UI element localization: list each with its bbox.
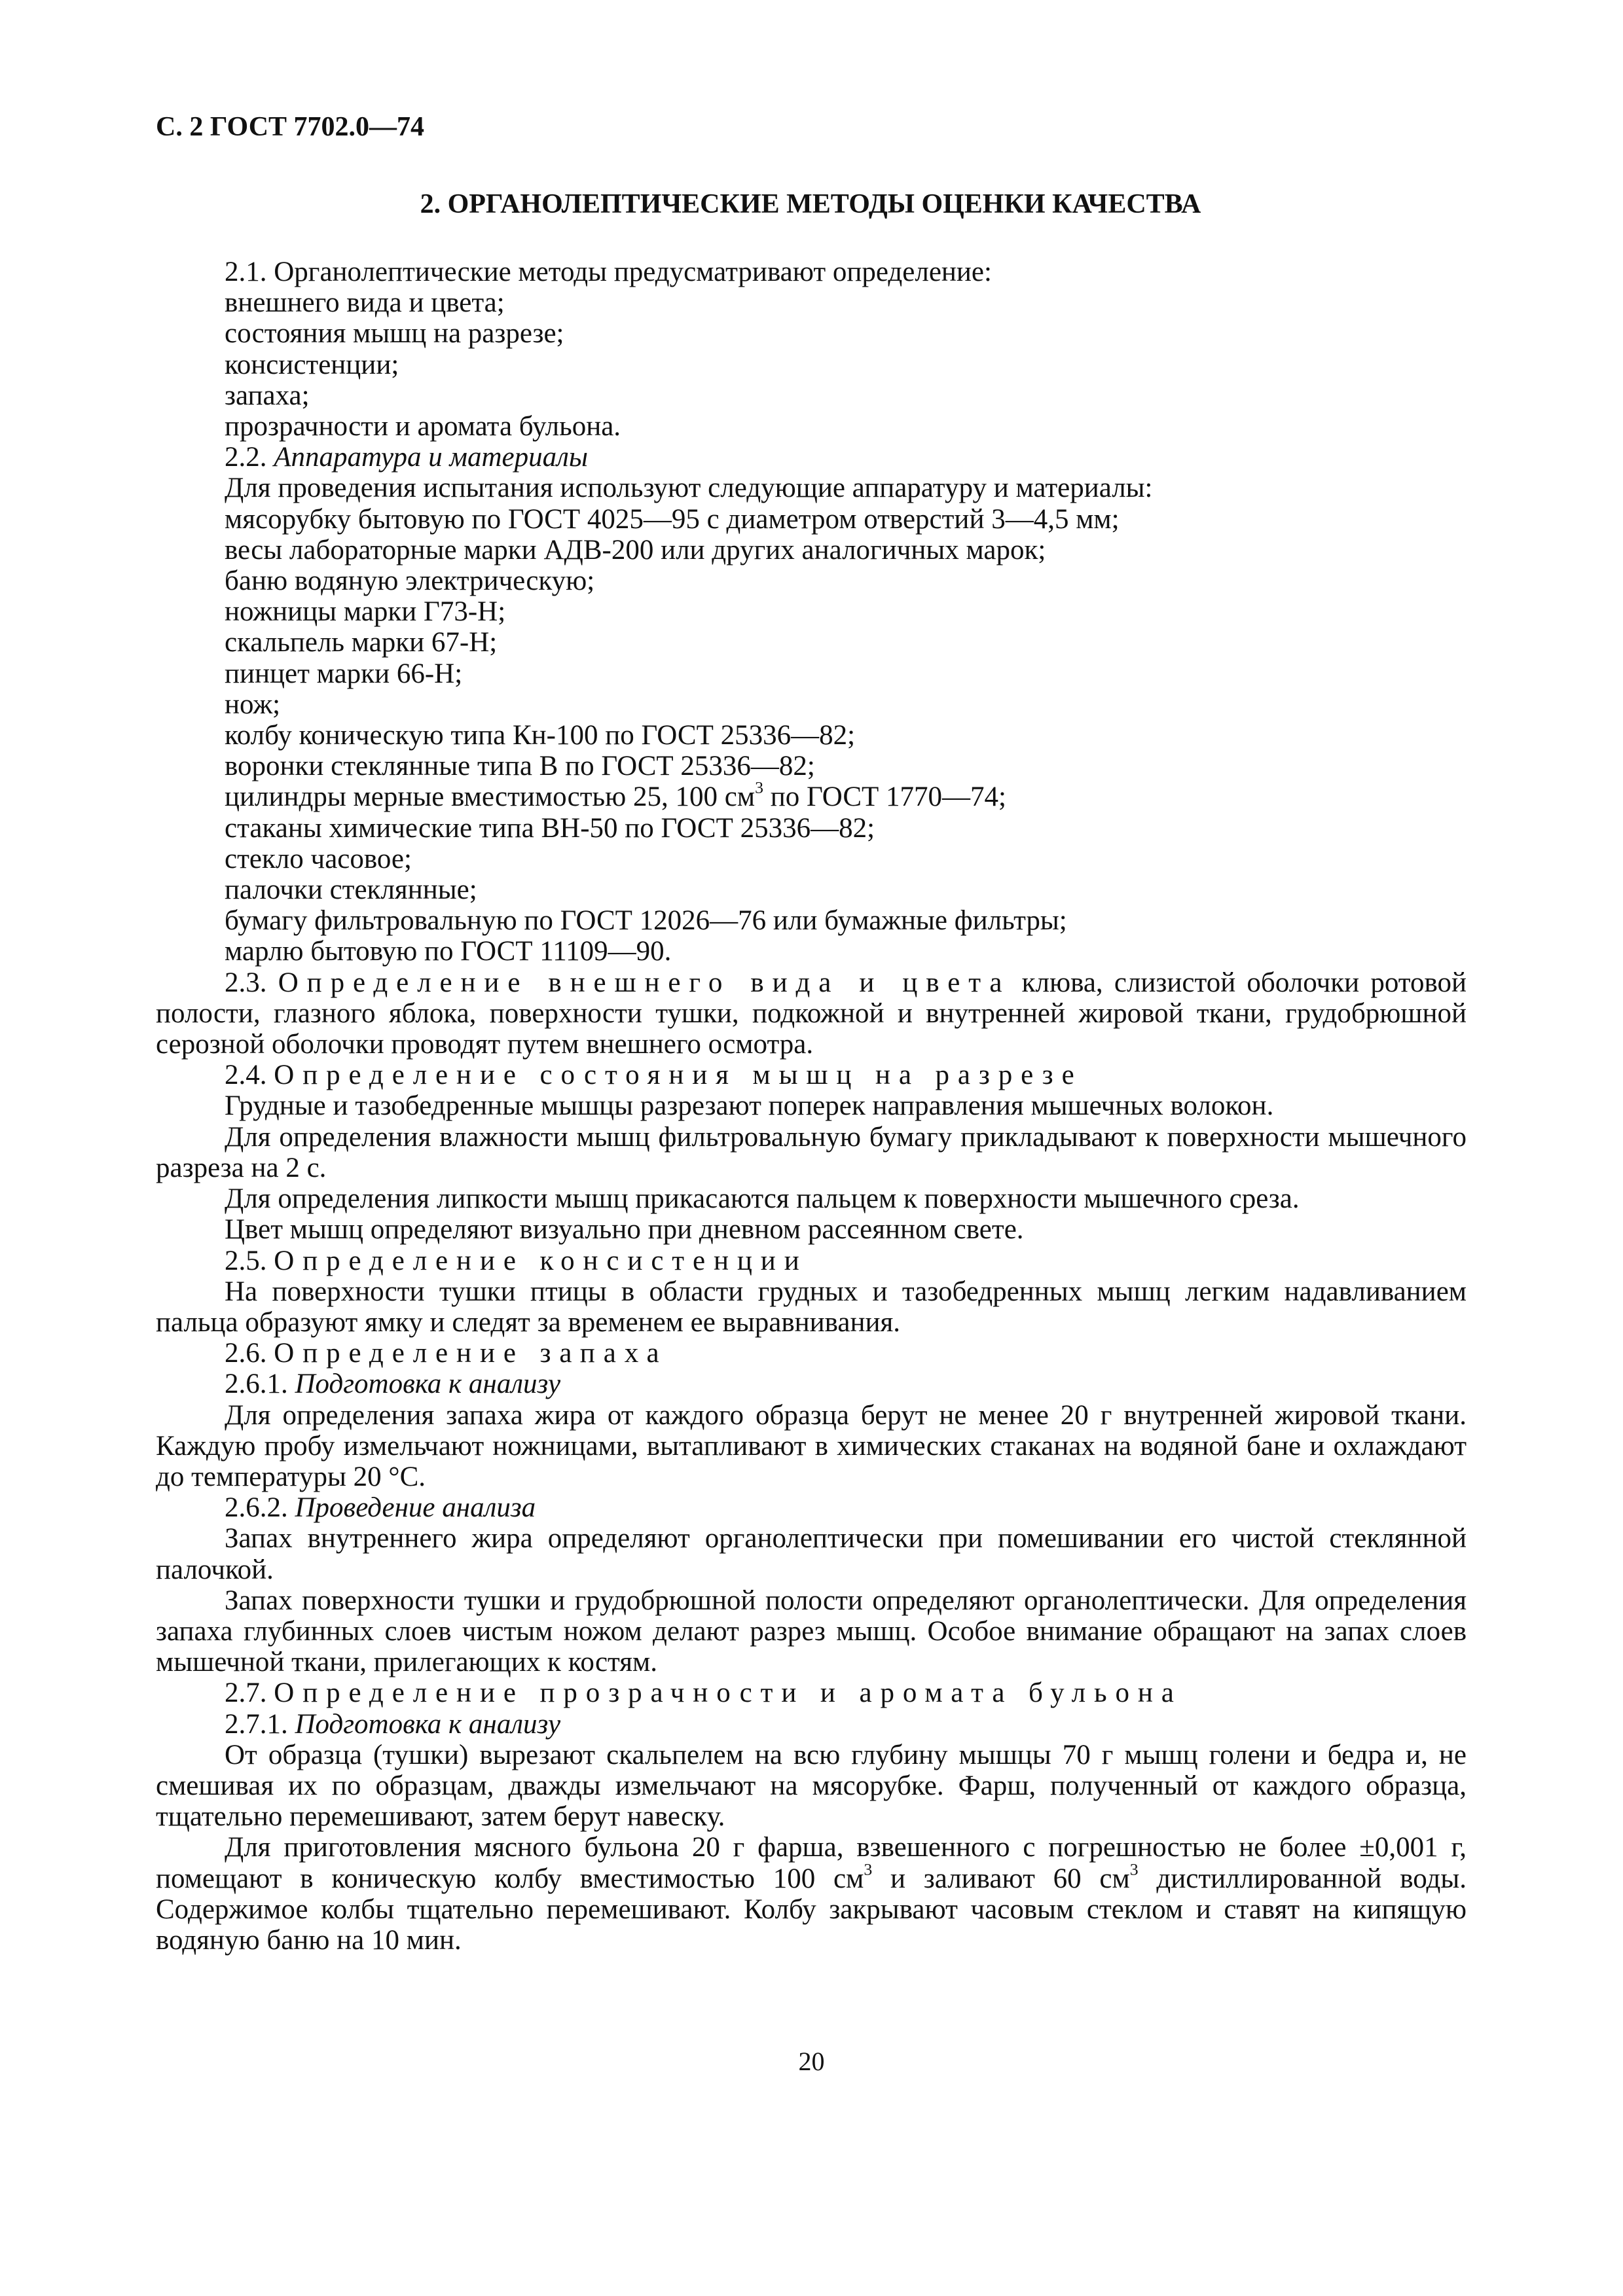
paragraph-2-4-heading [156,1060,1467,1090]
paragraph: Запах внутреннего жира определяют органолептически при помешивании его чистой стеклянной палочкой. [156,1523,1467,1585]
paragraph-2-5-heading [156,1246,1467,1276]
list-item: запаха; [225,380,310,411]
paragraph: На поверхности тушки птицы в области грудных и тазобедренных мышц легким надавливанием пальца образуют ямку и следят за временем ее выравнивания. [156,1276,1467,1338]
clause-title: Подготовка к анализу [295,1708,561,1740]
paragraph-2-1: 2.1. Органолептические методы предусматривают определение: [225,257,992,287]
list-item: воронки стеклянные типа В по ГОСТ 25336—82; [225,751,815,782]
list-item: мясорубку бытовую по ГОСТ 4025—95 с диаметром отверстий 3—4,5 мм; [225,503,1120,535]
list-item: палочки стеклянные; [225,874,477,906]
clause-title: Определение состояния мышц на разрезе [274,1060,1083,1091]
clause-number: 2.7. [225,1677,267,1709]
list-item: состояния мышц на разрезе; [225,318,564,350]
paragraph: Для определения липкости мышц прикасаются пальцем к поверхности мышечного среза. [225,1183,1300,1215]
list-item: марлю бытовую по ГОСТ 11109—90. [225,936,672,967]
clause-title: Определение запаха [274,1338,668,1369]
list-item: колбу коническую типа Кн-100 по ГОСТ 25336—82; [225,720,856,751]
paragraph-2-2-heading [156,442,1467,473]
list-item: баню водяную электрическую; [225,565,595,597]
clause-title: Определение прозрачности и аромата бульона [274,1677,1182,1709]
subclause-2-6-2-heading [156,1492,1467,1523]
clause-title: Проведение анализа [295,1492,536,1524]
paragraph: Для определения запаха жира от каждого образца берут не менее 20 г внутренней жировой ткани. Каждую пробу измельчают ножницами, вытапливают в химических стаканах на водяной бане и охлаждают до температуры 20 °С. [156,1399,1467,1492]
document-reference: С. 2 ГОСТ 7702.0—74 [156,112,425,142]
clause-title: Определение консистенции [274,1245,808,1276]
list-item: прозрачности и аромата бульона. [225,411,621,442]
list-item: консистенции; [225,349,399,380]
section-title: 2. ОРГАНОЛЕПТИЧЕСКИЕ МЕТОДЫ ОЦЕНКИ КАЧЕСТВА [420,189,1201,219]
clause-number: 2.6. [225,1338,267,1369]
list-item: ножницы марки Г73-Н; [225,596,506,628]
list-item: стаканы химические типа ВН-50 по ГОСТ 25336—82; [225,812,875,844]
clause-title: Определение внешнего вида и цвета [278,967,1011,998]
list-item: нож; [225,689,281,720]
paragraph-2-7-heading [156,1677,1467,1708]
clause-title: Аппаратура и материалы [274,442,588,473]
paragraph: Цвет мышц определяют визуально при дневном рассеянном свете. [225,1214,1024,1246]
list-item: внешнего вида и цвета; [225,287,505,319]
paragraph: Запах поверхности тушки и грудобрюшной полости определяют органолептически. Для определения запаха глубинных слоев чистым ножом делают разрез мышц. Особое внимание обращают на запах слоев мышечной ткани, прилегающих к костям. [156,1585,1467,1678]
clause-number: 2.7.1. [225,1708,288,1740]
clause-number: 2.6.2. [225,1492,288,1524]
clause-number: 2.4. [225,1060,267,1091]
list-item: стекло часовое; [225,843,412,874]
list-item: весы лабораторные марки АДВ-200 или других аналогичных марок; [225,534,1046,565]
page-number: 20 [798,2047,825,2076]
list-item: бумагу фильтровальную по ГОСТ 12026—76 или бумажные фильтры; [225,905,1067,937]
paragraph-2-6-heading [156,1338,1467,1369]
subclause-2-6-1-heading [156,1369,1467,1399]
clause-number: 2.5. [225,1245,267,1276]
list-item: цилиндры мерные вместимостью 25, 100 $см^3$ по ГОСТ 1770—74; [225,778,1007,813]
list-item: пинцет марки 66-Н; [225,658,463,689]
subclause-2-7-1-heading [156,1709,1467,1740]
clause-title: Подготовка к анализу [295,1369,561,1400]
clause-number: 2.6.1. [225,1369,288,1400]
list-item: скальпель марки 67-Н; [225,627,498,658]
clause-number: 2.3. [225,967,267,998]
paragraph: Грудные и тазобедренные мышцы разрезают поперек направления мышечных волокон. [225,1090,1274,1122]
paragraph: От образца (тушки) вырезают скальпелем на всю глубину мышцы 70 г мышц голени и бедра и, не смешивая их по образцам, дважды измельчают на мясорубке. Фарш, полученный от каждого образца, тщательно перемешивают, затем берут навеску. [156,1739,1467,1833]
paragraph-2-2-intro: Для проведения испытания используют следующие аппаратуру и материалы: [225,473,1153,504]
paragraph-2-3: 2.3. Определение внешнего вида и цвета клюва, слизистой оболочки ротовой полости, глазного яблока, поверхности тушки, подкожной и внутренней жировой ткани, грудобрюшной серозной оболочки проводят путем внешнего осмотра. [156,967,1467,1060]
document-body [156,257,1467,1956]
clause-number: 2.2. [225,442,267,473]
paragraph: Для приготовления мясного бульона 20 г фарша, взвешенного с погрешностью не более ±0,001 г, помещают в коническую колбу вместимостью 100 $см^3$ и заливают 60 $см^3$ дистиллированной воды. Содержимое колбы тщательно перемешивают. Колбу закрывают часовым стеклом и ставят на кипящую водяную баню на 10 мин. [156,1832,1467,1956]
paragraph: Для определения влажности мышц фильтровальную бумагу прикладывают к поверхности мышечного разреза на 2 с. [156,1121,1467,1183]
